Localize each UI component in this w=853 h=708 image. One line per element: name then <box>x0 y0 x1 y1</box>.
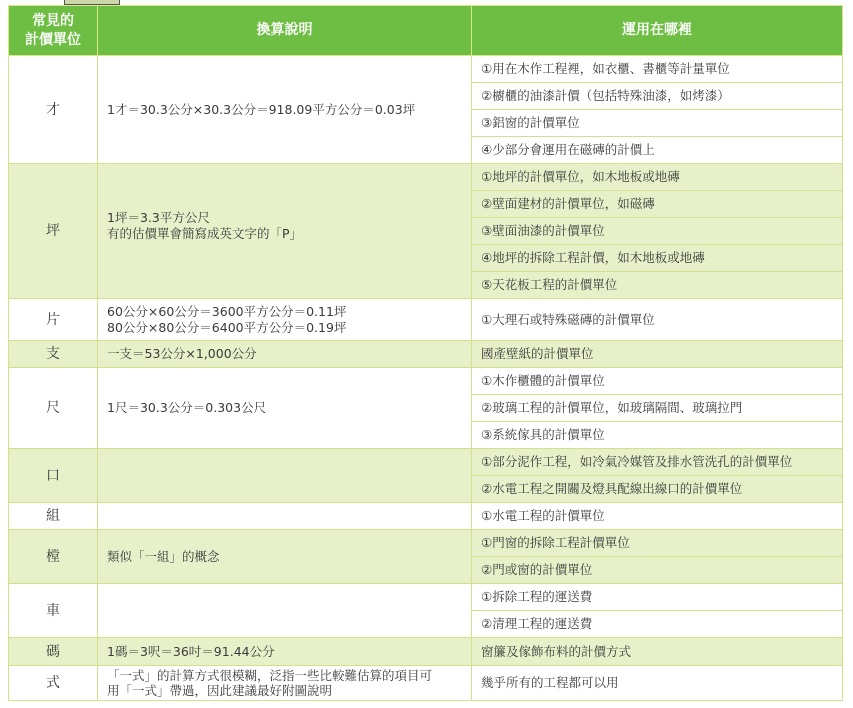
table-header-row <box>9 6 843 56</box>
usage-cell: ①門窗的拆除工程計價單位 <box>472 530 843 557</box>
conversion-cell <box>98 449 472 503</box>
unit-cell: 式 <box>9 666 98 701</box>
table-row <box>9 449 843 476</box>
usage-cell: ④少部分會運用在磁磚的計價上 <box>472 137 843 164</box>
table-row <box>9 666 843 701</box>
usage-cell: ①木作櫃體的計價單位 <box>472 368 843 395</box>
unit-cell: 組 <box>9 503 98 530</box>
usage-cell: ①水電工程的計價單位 <box>472 503 843 530</box>
conversion-cell: 類似「一組」的概念 <box>98 530 472 584</box>
usage-cell: ④地坪的拆除工程計價，如木地板或地磚 <box>472 245 843 272</box>
table-row <box>9 638 843 666</box>
usage-cell: ①拆除工程的運送費 <box>472 584 843 611</box>
table-row <box>9 584 843 611</box>
unit-cell: 片 <box>9 299 98 341</box>
conversion-cell: 1才＝30.3公分×30.3公分＝918.09平方公分＝0.03坪 <box>98 56 472 164</box>
unit-cell: 才 <box>9 56 98 164</box>
usage-cell: 窗簾及傢飾布料的計價方式 <box>472 638 843 666</box>
unit-cell: 樘 <box>9 530 98 584</box>
usage-cell: ①大理石或特殊磁磚的計價單位 <box>472 299 843 341</box>
conversion-cell <box>98 584 472 638</box>
table-row <box>9 341 843 368</box>
table-row <box>9 56 843 83</box>
unit-cell: 口 <box>9 449 98 503</box>
conversion-cell: 1坪＝3.3平方公尺 有的估價單會簡寫成英文字的「P」 <box>98 164 472 299</box>
conversion-cell <box>98 503 472 530</box>
header-conversion: 換算說明 <box>98 6 472 56</box>
usage-cell: 幾乎所有的工程都可以用 <box>472 666 843 701</box>
table-row <box>9 299 843 341</box>
usage-cell: ②玻璃工程的計價單位，如玻璃隔間、玻璃拉門 <box>472 395 843 422</box>
table-row <box>9 503 843 530</box>
conversion-cell: 一支＝53公分×1,000公分 <box>98 341 472 368</box>
usage-cell: ②壁面建材的計價單位，如磁磚 <box>472 191 843 218</box>
unit-cell: 車 <box>9 584 98 638</box>
usage-cell: ⑤天花板工程的計價單位 <box>472 272 843 299</box>
unit-cell: 尺 <box>9 368 98 449</box>
usage-cell: ②櫥櫃的油漆計價（包括特殊油漆，如烤漆） <box>472 83 843 110</box>
usage-cell: ②清理工程的運送費 <box>472 611 843 638</box>
table-row <box>9 164 843 191</box>
usage-cell: ③系統傢具的計價單位 <box>472 422 843 449</box>
usage-cell: ②門或窗的計價單位 <box>472 557 843 584</box>
unit-cell: 支 <box>9 341 98 368</box>
pricing-unit-table <box>8 5 843 701</box>
conversion-cell: 1碼＝3呎＝36吋＝91.44公分 <box>98 638 472 666</box>
table-row <box>9 530 843 557</box>
table-row <box>9 368 843 395</box>
conversion-cell: 60公分×60公分＝3600平方公分＝0.11坪 80公分×80公分＝6400平方公分＝0.19坪 <box>98 299 472 341</box>
usage-cell: ①部分泥作工程，如冷氣冷媒管及排水管洗孔的計價單位 <box>472 449 843 476</box>
usage-cell: ③壁面油漆的計價單位 <box>472 218 843 245</box>
usage-cell: ①地坪的計價單位，如木地板或地磚 <box>472 164 843 191</box>
usage-cell: ①用在木作工程裡，如衣櫃、書櫃等計量單位 <box>472 56 843 83</box>
unit-cell: 坪 <box>9 164 98 299</box>
usage-cell: ②水電工程之開關及燈具配線出線口的計價單位 <box>472 476 843 503</box>
conversion-cell: 「一式」的計算方式很模糊，泛指一些比較難估算的項目可 用「一式」帶過，因此建議最好附圖說明 <box>98 666 472 701</box>
conversion-cell: 1尺＝30.3公分＝0.303公尺 <box>98 368 472 449</box>
unit-cell: 碼 <box>9 638 98 666</box>
header-usage: 運用在哪裡 <box>472 6 843 56</box>
usage-cell: 國產壁紙的計價單位 <box>472 341 843 368</box>
usage-cell: ③鋁窗的計價單位 <box>472 110 843 137</box>
header-unit: 常見的 計價單位 <box>9 6 98 56</box>
